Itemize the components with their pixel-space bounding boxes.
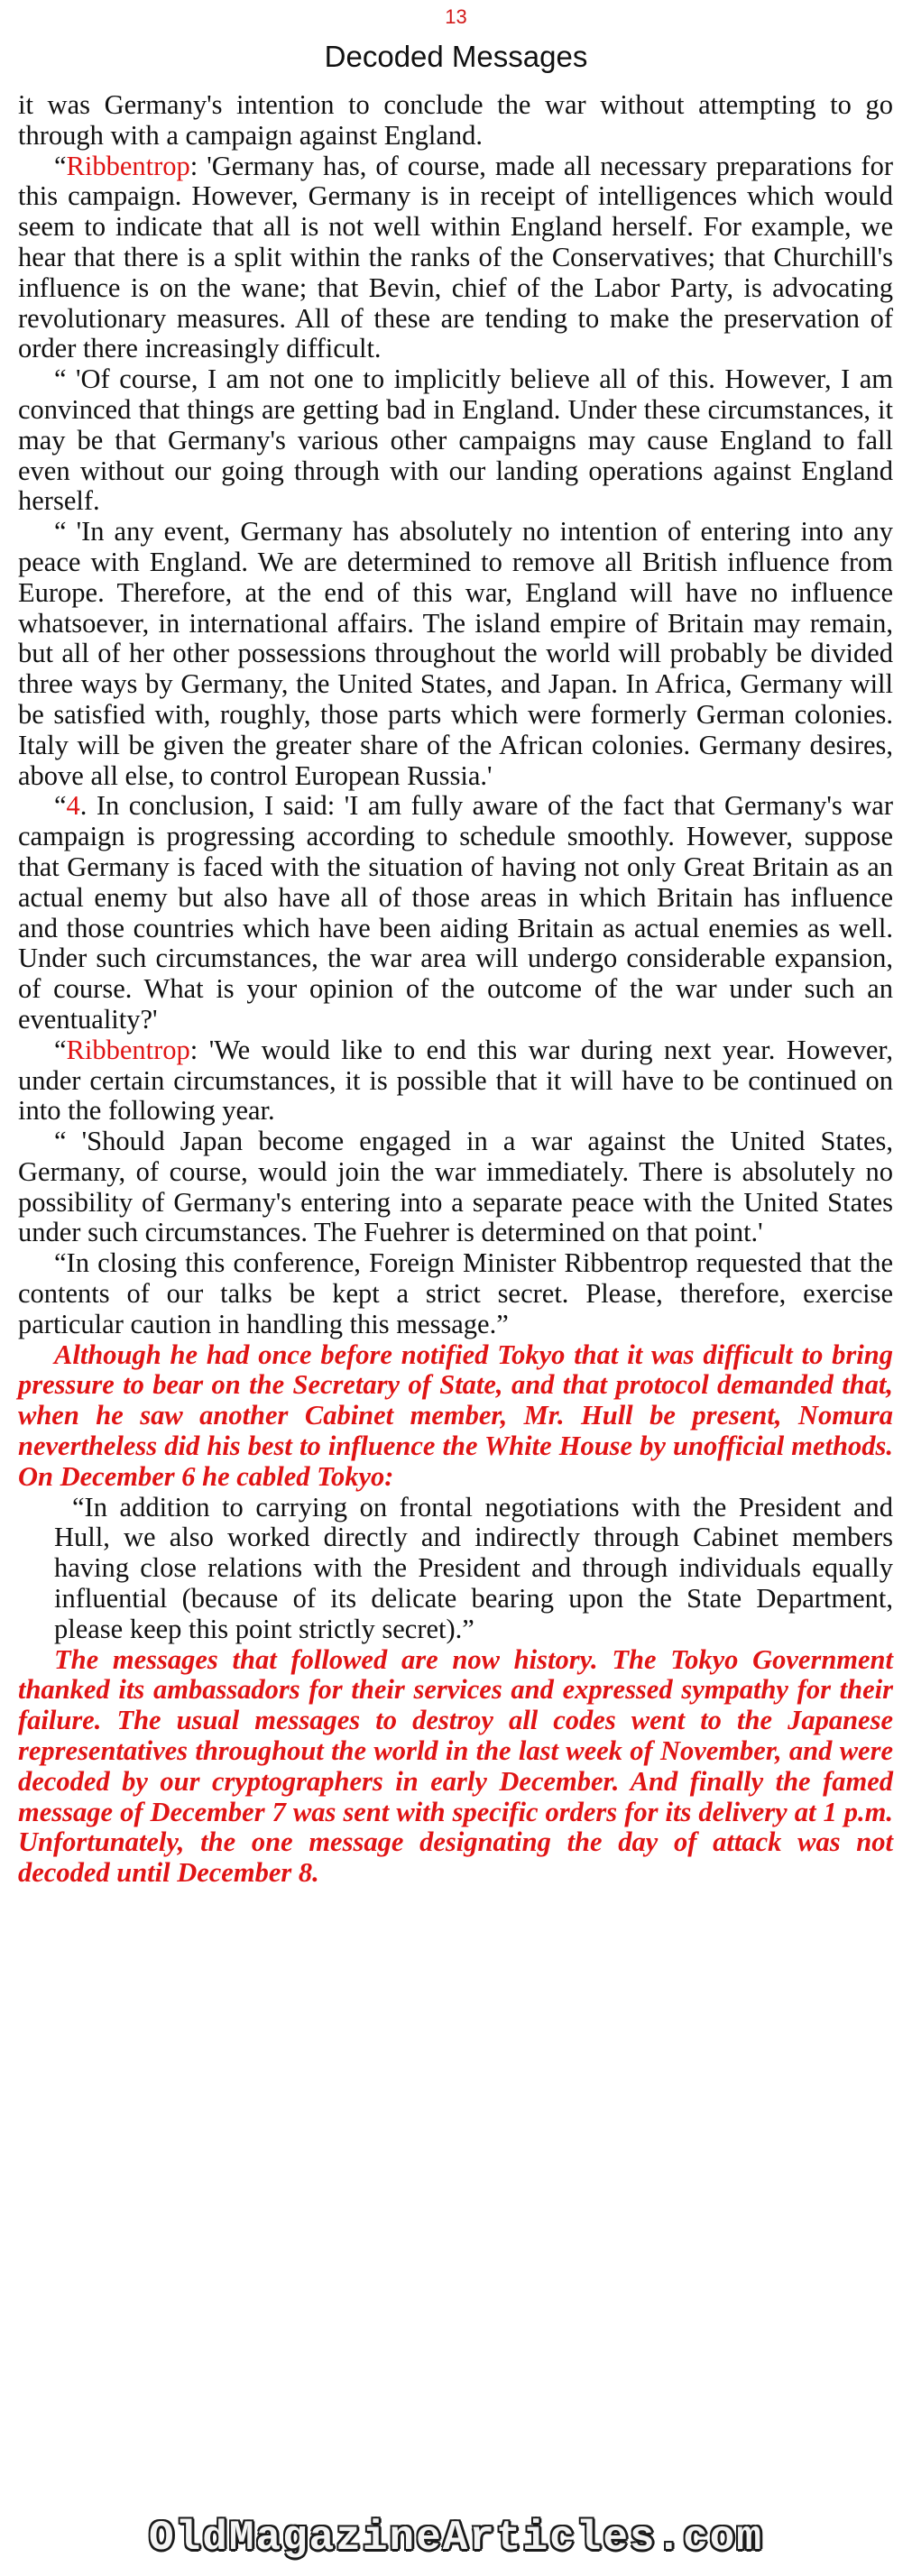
editorial-note-nomura: Although he had once before notified Tokyo that it was difficult to bring pressure to bear on the Secretary of State, and that protocol demanded that, when he saw another Cabinet member, Mr. Hull be present, Nomura nevertheless did his best to influence the White House by unofficial methods. On December 6 he cabled Tokyo: (18, 1339, 893, 1492)
paragraph-quote-england: “ 'Of course, I am not one to implicitly believe all of this. However, I am convinced that things are getting bad in England. Under these circumstances, it may be that Germany's various other campaigns may cause England to fall even without our going through with our landing operations against England herself. (18, 363, 893, 517)
open-quote: “ (54, 150, 67, 181)
running-title: Decoded Messages (324, 40, 588, 73)
paragraph-text: : 'Germany has, of course, made all necessary preparations for this campaign. However, Germany is in receipt of intelligences which would seem to indicate that all is not well within England herself. For example, we hear that there is a split within the ranks of the Conservatives; that Churchill's influence is on the wane; that Bevin, chief of the Labor Party, is advocating revolutionary measures. All of these are tending to make the preservation of order there increasingly difficult. (18, 150, 893, 364)
paragraph-number: 4 (66, 790, 80, 822)
open-quote: “ (54, 1034, 67, 1065)
paragraph-ribbentrop-1 (18, 152, 893, 365)
speaker-name: Ribbentrop (66, 150, 190, 181)
paragraph-numbered-4 (18, 791, 893, 1035)
paragraph-december-6-cable: “In addition to carrying on frontal negotiations with the President and Hull, we also worked directly and indirectly through Cabinet members having close relations with the President and through individuals equally influential (because of its delicate bearing upon the State Department, please keep this point strictly secret).” (54, 1491, 893, 1644)
paragraph-continuation: it was Germany's intention to conclude the war without attempting to go through with a campaign against England. (18, 89, 893, 151)
open-quote: “ (54, 790, 67, 822)
article-body (18, 90, 893, 1889)
paragraph-text: : 'We would like to end this war during next year. However, under certain circumstances, it is possible that it will have to be continued on into the following year. (18, 1034, 893, 1127)
speaker-name: Ribbentrop (66, 1034, 190, 1065)
site-watermark: OldMagazineArticles.com (149, 2515, 763, 2562)
page-number: 13 (445, 5, 467, 28)
paragraph-text: . In conclusion, I said: 'I am fully aware of the fact that Germany's war campaign is progressing according to schedule smoothly. However, suppose that Germany is faced with the situation of having not only Great Britain as an actual enemy but also have all of those areas in which Britain has influence and those countries which have been aiding Britain as actual enemies as well. Under such circumstances, the war area will undergo considerable expansion, of course. What is your opinion of the outcome of the war under such an eventuality?' (18, 790, 893, 1035)
paragraph-ribbentrop-2 (18, 1035, 893, 1127)
paragraph-quote-united-states: “ 'Should Japan become engaged in a war against the United States, Germany, of course, would join the war immediately. There is absolutely no possibility of Germany's entering into a separate peace with the United States under such circumstances. The Fuehrer is determined on that point.' (18, 1126, 893, 1248)
paragraph-quote-peace: “ 'In any event, Germany has absolutely no intention of entering into any peace with England. We are determined to remove all British influence from Europe. Therefore, at the end of this war, England will have no influence whatsoever, in international affairs. The island empire of Britain may remain, but all of her other possessions throughout the world will probably be divided three ways by Germany, the United States, and Japan. In Africa, Germany will be satisfied with, roughly, those parts which were formerly German colonies. Italy will be given the greater share of the African colonies. Germany desires, above all else, to control European Russia.' (18, 516, 893, 791)
editorial-note-history: The messages that followed are now history. The Tokyo Government thanked its ambassadors for their services and expressed sympathy for their failure. The usual messages to destroy all codes went to the Japanese representatives throughout the world in the last week of November, and were decoded by our cryptographers in early December. And finally the famed message of December 7 was sent with specific orders for its delivery at 1 p.m. Unfortunately, the one message designating the day of attack was not decoded until December 8. (18, 1643, 893, 1889)
paragraph-closing-conference: “In closing this conference, Foreign Minister Ribbentrop requested that the contents of our talks be kept a strict secret. Please, therefore, exercise particular caution in handling this message.” (18, 1247, 893, 1339)
